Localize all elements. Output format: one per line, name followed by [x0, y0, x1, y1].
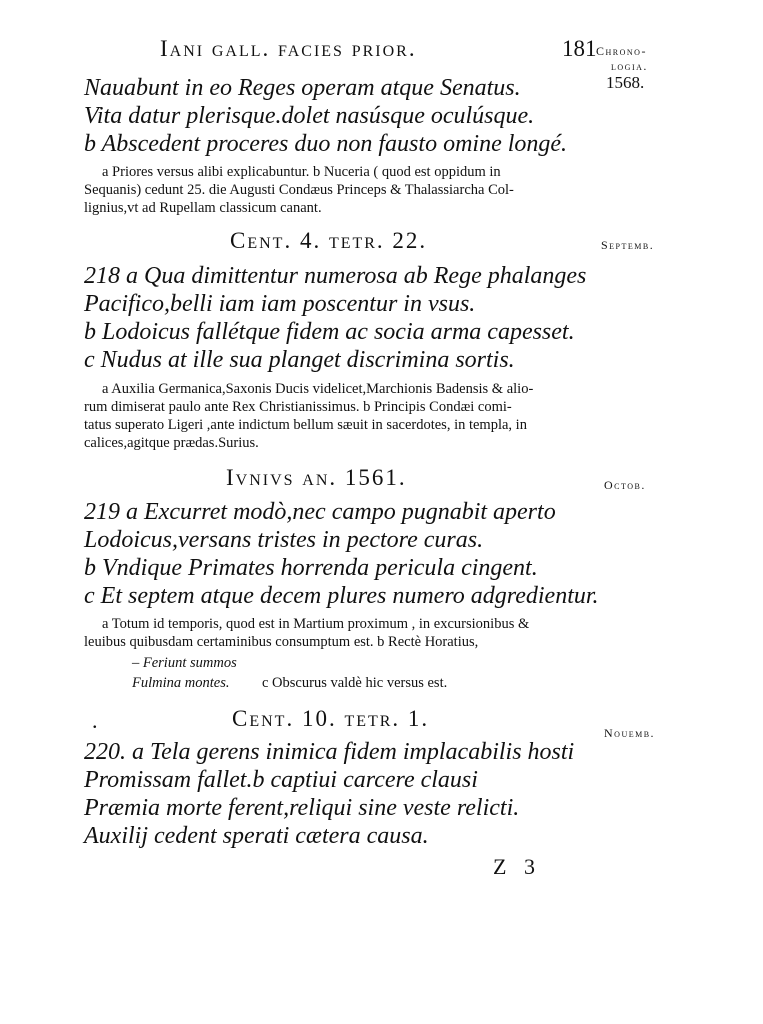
- verse-line: 220. a Tela gerens inimica fidem implacabilis hosti: [84, 739, 575, 765]
- running-head: Iani gall. facies prior.: [160, 36, 417, 61]
- footnote-line: Sequanis) cedunt 25. die Augusti Condæus Princeps & Thalassiarcha Col-: [84, 182, 514, 198]
- margin-month: Nouemb.: [604, 726, 656, 740]
- verse-line: Pacifico,belli iam iam poscentur in vsus.: [84, 291, 476, 317]
- verse-line: b Vndique Primates horrenda pericula cingent.: [84, 555, 538, 581]
- margin-month: Septemb.: [601, 238, 655, 252]
- footnote-line: rum dimiserat paulo ante Rex Christianissimus. b Principis Condæi comi-: [84, 399, 512, 415]
- margin-month: Octob.: [604, 478, 646, 492]
- verse-line: 219 a Excurret modò,nec campo pugnabit aperto: [84, 499, 556, 525]
- footnote-line: tatus superato Ligeri ,ante indictum bellum sæuit in sacerdotes, in templa, in: [84, 417, 527, 433]
- quote-line: – Feriunt summos: [132, 655, 237, 671]
- margin-chronologia-1: Chrono-: [596, 44, 647, 58]
- verse-line: Auxilij cedent sperati cætera causa.: [84, 823, 429, 849]
- verse-line: Lodoicus,versans tristes in pectore curas.: [84, 527, 484, 553]
- verse-line: Nauabunt in eo Reges operam atque Senatus.: [84, 75, 521, 101]
- footnote-line: c Obscurus valdè hic versus est.: [262, 675, 448, 691]
- bullet-mark: .: [92, 708, 98, 733]
- margin-year: 1568.: [606, 73, 645, 92]
- quote-line: Fulmina montes.: [132, 675, 230, 691]
- section-heading: Cent. 4. tetr. 22.: [230, 228, 428, 253]
- verse-line: c Nudus at ille sua planget discrimina sortis.: [84, 347, 515, 373]
- verse-line: c Et septem atque decem plures numero adgredientur.: [84, 583, 599, 609]
- section-heading: Ivnivs an. 1561.: [226, 465, 407, 490]
- verse-line: Promissam fallet.b captiui carcere clausi: [84, 767, 478, 793]
- verse-line: b Lodoicus fallétque fidem ac socia arma capesset.: [84, 319, 575, 345]
- verse-line: b Abscedent proceres duo non fausto omine longé.: [84, 131, 568, 157]
- page-number: 181: [562, 36, 597, 61]
- section-heading: Cent. 10. tetr. 1.: [232, 706, 430, 731]
- footnote-line: a Priores versus alibi explicabuntur. b Nuceria ( quod est oppidum in: [102, 164, 501, 180]
- verse-line: 218 a Qua dimittentur numerosa ab Rege phalanges: [84, 263, 587, 289]
- footnote-line: lignius,vt ad Rupellam classicum canant.: [84, 200, 322, 216]
- footnote-line: leuibus quibusdam certaminibus consumptum est. b Rectè Horatius,: [84, 634, 479, 650]
- margin-chronologia-2: logia.: [611, 59, 648, 73]
- footnote-line: a Auxilia Germanica,Saxonis Ducis videlicet,Marchionis Badensis & alio-: [102, 381, 534, 397]
- verse-line: Vita datur plerisque.dolet nasúsque oculúsque.: [84, 103, 535, 129]
- footnote-line: calices,agitque prædas.Surius.: [84, 435, 259, 451]
- verse-line: Præmia morte ferent,reliqui sine veste relicti.: [84, 795, 520, 821]
- footnote-line: a Totum id temporis, quod est in Martium proximum , in excursionibus &: [102, 616, 530, 632]
- signature-mark: Z 3: [493, 854, 541, 879]
